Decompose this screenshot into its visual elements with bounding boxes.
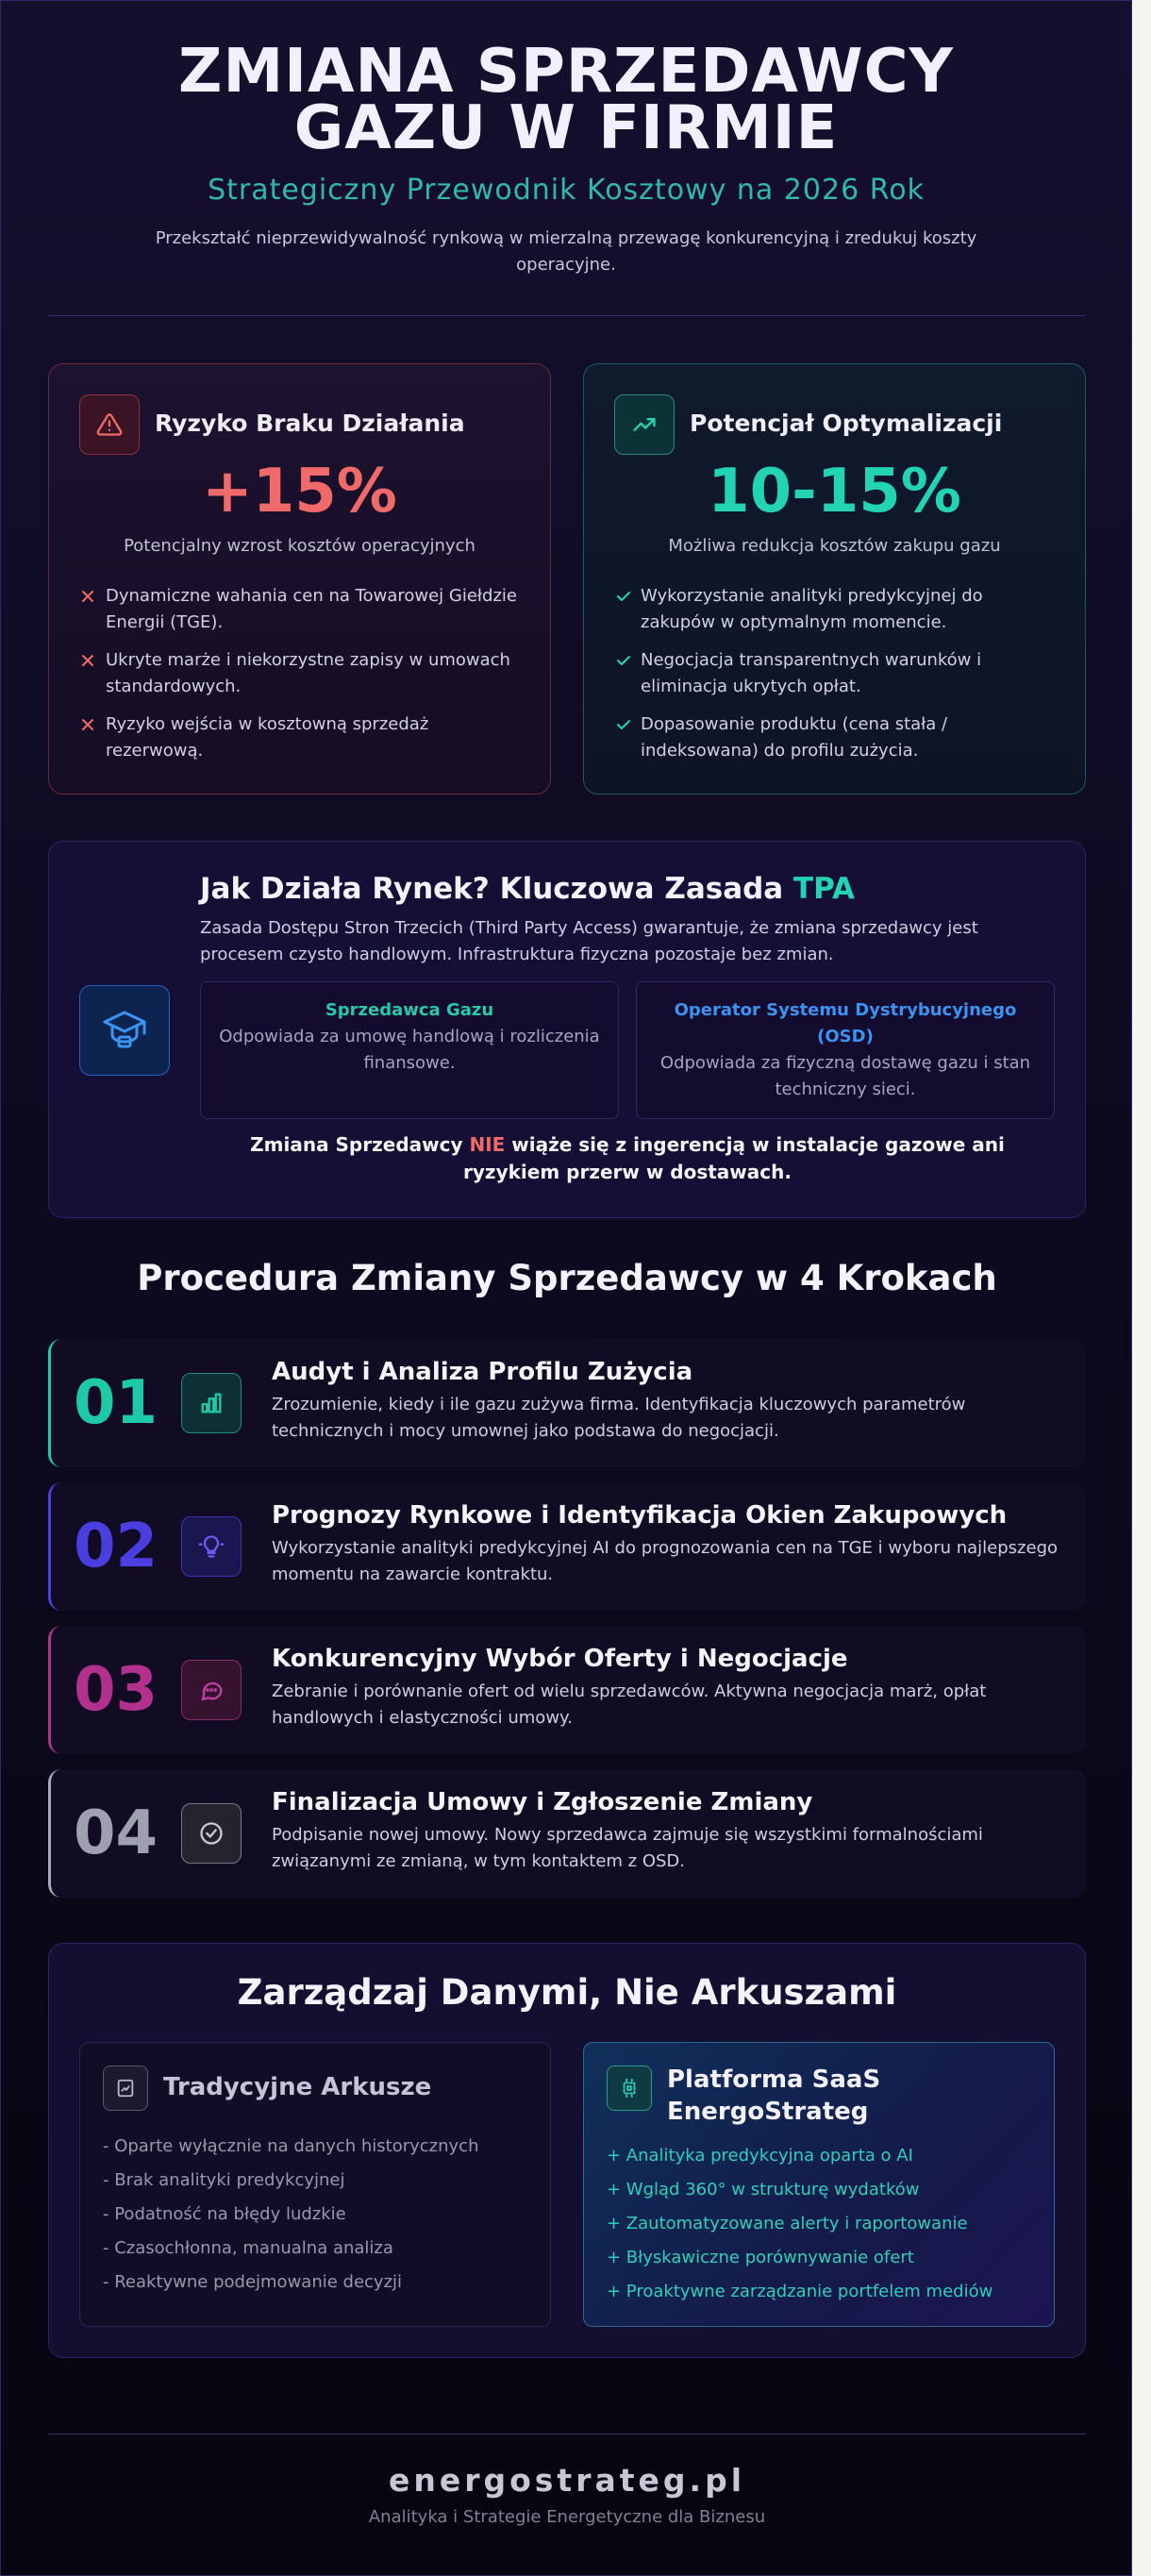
step-description: Wykorzystanie analityki predykcyjnej AI do prognozowania cen na TGE i wyboru najlepszego momentu na zawarcie kontraktu. — [272, 1538, 1059, 1584]
list-item — [616, 583, 1059, 636]
saas-title: Platforma SaaS EnergoStrateg — [667, 2066, 881, 2126]
risk-list — [81, 583, 525, 776]
tpa-title-accent: TPA — [793, 872, 856, 906]
x-mark-icon — [81, 647, 106, 674]
x-mark-icon — [81, 711, 106, 738]
saas-platform-card — [583, 2042, 1055, 2327]
tpa-note — [200, 1131, 1055, 1186]
list-item — [616, 647, 1059, 700]
optimization-card — [583, 363, 1086, 795]
risk-card-title: Ryzyko Braku Działania — [155, 410, 465, 437]
warning-triangle-icon — [79, 394, 140, 455]
tpa-note-text: wiąże się z ingerencją w instalacje gazowe ani ryzykiem przerw w dostawach. — [463, 1133, 1005, 1183]
step-number: 04 — [74, 1798, 158, 1868]
check-circle-icon — [181, 1803, 242, 1864]
role-text: Odpowiada za fizyczną dostawę gazu i stan techniczny sieci. — [659, 1053, 1031, 1099]
tpa-note-negation: NIE — [469, 1133, 506, 1156]
header-divider — [48, 315, 1086, 316]
steps-title: Procedura Zmiany Sprzedawcy w 4 Krokach — [137, 1258, 997, 1298]
bar-chart-icon — [181, 1373, 242, 1433]
list-item — [81, 711, 525, 764]
step-description: Zebranie i porównanie ofert od wielu sprzedawców. Aktywna negocjacja marż, opłat handlowych i elastyczności umowy. — [272, 1681, 987, 1728]
role-card-seller — [200, 981, 619, 1119]
tpa-title-text: Jak Działa Rynek? Kluczowa Zasada — [200, 872, 784, 906]
hub-network-icon — [79, 985, 170, 1076]
step-number: 01 — [74, 1368, 158, 1438]
tpa-description: Zasada Dostępu Stron Trzecich (Third Party Access) gwarantuje, że zmiana sprzedawcy jest procesem czysto handlowym. Infrastruktura fizyczna pozostaje bez zmian. — [200, 918, 978, 964]
data-management-title: Zarządzaj Danymi, Nie Arkuszami — [237, 1972, 897, 2013]
optimization-item-text: Wykorzystanie analityki predykcyjnej do zakupów w optymalnym momencie. — [641, 586, 983, 632]
footer-tagline: Analityka i Strategie Energetyczne dla Biznesu — [368, 2507, 766, 2527]
saas-list — [607, 2143, 1041, 2313]
tpa-note-text: Zmiana Sprzedawcy — [250, 1133, 470, 1156]
data-management-section — [48, 1943, 1086, 2358]
list-item: + Błyskawiczne porównywanie ofert — [607, 2248, 914, 2267]
list-item: + Zautomatyzowane alerty i raportowanie — [607, 2214, 968, 2233]
list-item: + Proaktywne zarządzanie portfelem mediów — [607, 2282, 993, 2301]
check-mark-icon — [616, 583, 641, 610]
x-mark-icon — [81, 583, 106, 610]
tpa-section — [48, 841, 1086, 1218]
risk-item-text: Ryzyko wejścia w kosztowną sprzedaż rezerwową. — [106, 714, 429, 761]
traditional-list — [103, 2133, 537, 2303]
page-title: ZMIANA SPRZEDAWCY GAZU W FIRMIE — [178, 37, 954, 163]
optimization-item-text: Dopasowanie produktu (cena stała / indeksowana) do profilu zużycia. — [641, 714, 948, 761]
list-item: - Oparte wyłącznie na danych historycznych — [103, 2136, 479, 2156]
optimization-value: 10-15% — [708, 457, 961, 527]
list-item: - Podatność na błędy ludzkie — [103, 2204, 346, 2224]
step-card-1 — [48, 1339, 1086, 1467]
step-card-3 — [48, 1626, 1086, 1754]
step-title: Audyt i Analiza Profilu Zużycia — [272, 1358, 693, 1386]
optimization-card-title: Potencjał Optymalizacji — [690, 410, 1003, 437]
list-item: - Reaktywne podejmowanie decyzji — [103, 2272, 403, 2292]
tpa-title — [200, 872, 855, 906]
role-card-osd — [636, 981, 1055, 1119]
traditional-sheets-card — [79, 2042, 551, 2327]
step-card-4 — [48, 1769, 1086, 1898]
list-item — [81, 647, 525, 700]
optimization-item-text: Negocjacja transparentnych warunków i eliminacja ukrytych opłat. — [641, 650, 982, 696]
step-title: Konkurencyjny Wybór Oferty i Negocjacje — [272, 1645, 848, 1673]
cpu-chip-icon — [607, 2066, 652, 2111]
spreadsheet-icon — [103, 2066, 148, 2111]
page-subtitle: Strategiczny Przewodnik Kosztowy na 2026 Rok — [208, 174, 925, 207]
list-item: - Brak analityki predykcyjnej — [103, 2170, 345, 2190]
list-item — [616, 711, 1059, 764]
role-name: Operator Systemu Dystrybucyjnego (OSD) — [674, 1000, 1017, 1046]
role-text: Odpowiada za umowę handlową i rozliczenia finansowe. — [219, 1027, 600, 1073]
list-item: + Wgląd 360° w strukturę wydatków — [607, 2180, 920, 2200]
trending-up-icon — [614, 394, 675, 455]
header — [1, 1, 1131, 278]
check-mark-icon — [616, 711, 641, 738]
lightbulb-icon — [181, 1516, 242, 1577]
list-item — [81, 583, 525, 636]
risk-item-text: Dynamiczne wahania cen na Towarowej Giełdzie Energii (TGE). — [106, 586, 517, 632]
footer-brand-link[interactable]: energostrateg.pl — [388, 2462, 746, 2499]
risk-item-text: Ukryte marże i niekorzystne zapisy w umowach standardowych. — [106, 650, 510, 696]
step-description: Zrozumienie, kiedy i ile gazu zużywa firma. Identyfikacja kluczowych parametrów technicznych i mocy umownej jako podstawa do negocjacji. — [272, 1395, 966, 1441]
check-mark-icon — [616, 647, 641, 674]
page-edge — [1132, 0, 1151, 2576]
step-description: Podpisanie nowej umowy. Nowy sprzedawca zajmuje się wszystkimi formalnościami związanymi ze zmianą, w tym kontaktem z OSD. — [272, 1825, 983, 1871]
step-number: 02 — [74, 1512, 158, 1581]
chat-bubble-icon — [181, 1660, 242, 1720]
optimization-list — [616, 583, 1059, 776]
risk-value: +15% — [202, 457, 397, 527]
intro-text: Przekształć nieprzewidywalność rynkową w mierzalną przewagę konkurencyjną i zredukuj koszty operacyjne. — [155, 228, 977, 275]
traditional-title: Tradycyjne Arkusze — [163, 2073, 432, 2101]
role-name: Sprzedawca Gazu — [325, 1000, 494, 1020]
risk-caption: Potencjalny wzrost kosztów operacyjnych — [124, 536, 475, 556]
risk-card — [48, 363, 551, 795]
step-title: Finalizacja Umowy i Zgłoszenie Zmiany — [272, 1788, 813, 1816]
step-number: 03 — [74, 1655, 158, 1725]
optimization-caption: Możliwa redukcja kosztów zakupu gazu — [668, 536, 1001, 556]
list-item: - Czasochłonna, manualna analiza — [103, 2238, 393, 2258]
step-title: Prognozy Rynkowe i Identyfikacja Okien Zakupowych — [272, 1501, 1008, 1530]
step-card-2 — [48, 1482, 1086, 1611]
list-item: + Analityka predykcyjna oparta o AI — [607, 2146, 913, 2166]
